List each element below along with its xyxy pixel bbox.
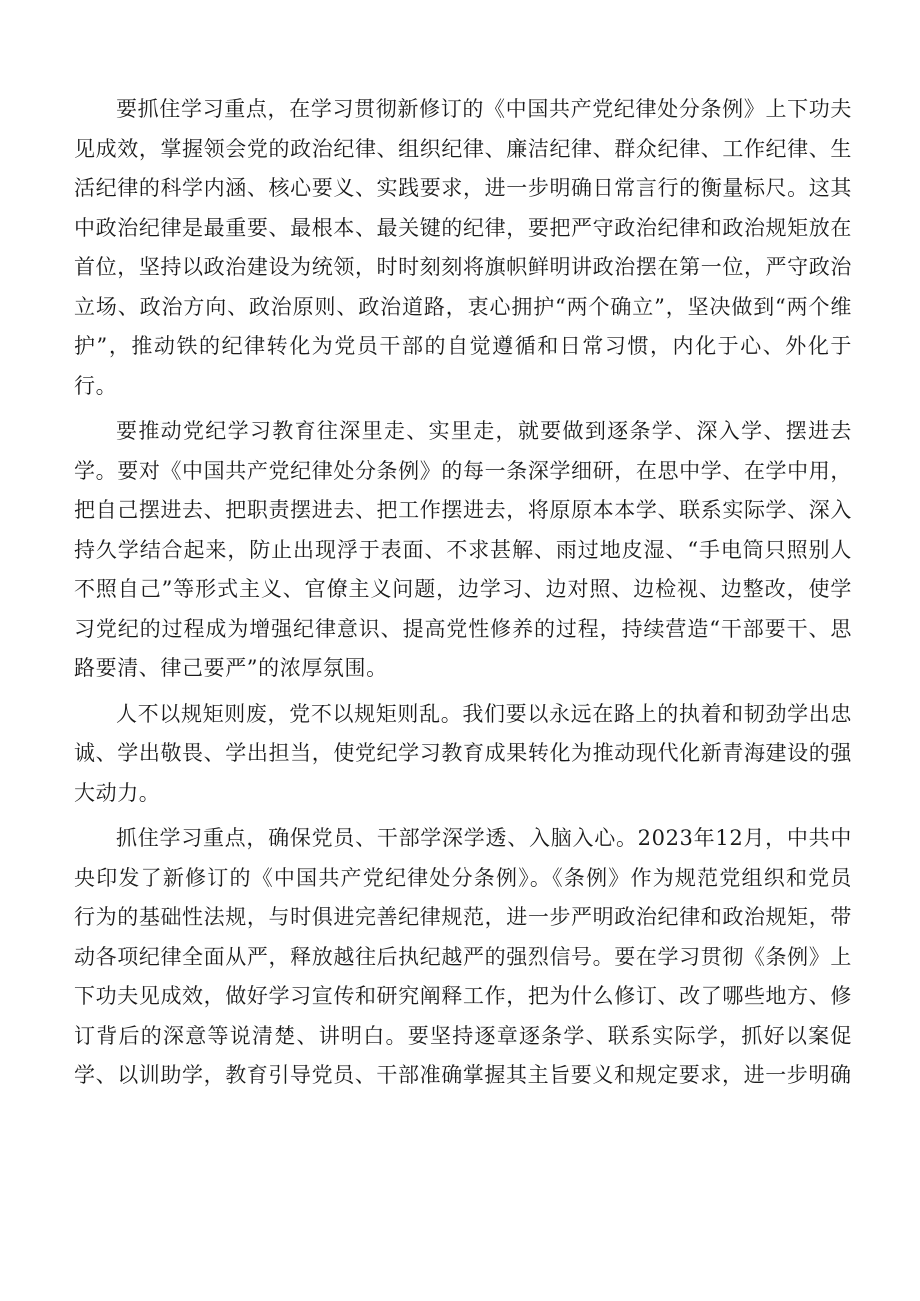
paragraph-2: 要推动党纪学习教育往深里走、实里走，就要做到逐条学、深入学、摆进去学。要对《中国共产党纪律处分条例》的每一条深学细研，在思中学、在学中用，把自己摆进去、把职责摆进去、把工作摆进去，将原原本本学、联系实际学、深入持久学结合起来，防止出现浮于表面、不求甚解、雨过地皮湿、“手电筒只照别人不照自己”等形式主义、官僚主义问题，边学习、边对照、边检视、边整改，使学习党纪的过程成为增强纪律意识、提高党性修养的过程，持续营造“干部要干、思路要清、律己要严”的浓厚氛围。	[74, 419, 852, 680]
paragraph-3: 人不以规矩则废，党不以规矩则乱。我们要以永远在路上的执着和韧劲学出忠诚、学出敬畏、学出担当，使党纪学习教育成果转化为推动现代化新青海建设的强大动力。	[74, 701, 852, 805]
paragraph-4: 抓住学习重点，确保党员、干部学深学透、入脑入心。2023年12月，中共中央印发了新修订的《中国共产党纪律处分条例》。《条例》作为规范党组织和党员行为的基础性法规，与时俱进完善纪律规范，进一步严明政治纪律和政治规矩，带动各项纪律全面从严，释放越往后执纪越严的强烈信号。要在学习贯彻《条例》上下功夫见成效，做好学习宣传和研究阐释工作，把为什么修订、改了哪些地方、修订背后的深意等说清楚、讲明白。要坚持逐章逐条学、联系实际学，抓好以案促学、以训助学，教育引导党员、干部准确掌握其主旨要义和规定要求，进一步明确	[74, 826, 852, 1087]
paragraph-1: 要抓住学习重点，在学习贯彻新修订的《中国共产党纪律处分条例》上下功夫见成效，掌握领会党的政治纪律、组织纪律、廉洁纪律、群众纪律、工作纪律、生活纪律的科学内涵、核心要义、实践要求，进一步明确日常言行的衡量标尺。这其中政治纪律是最重要、最根本、最关键的纪律，要把严守政治纪律和政治规矩放在首位，坚持以政治建设为统领，时时刻刻将旗帜鲜明讲政治摆在第一位，严守政治立场、政治方向、政治原则、政治道路，衷心拥护“两个确立”，坚决做到“两个维护”，推动铁的纪律转化为党员干部的自觉遵循和日常习惯，内化于心、外化于行。	[74, 97, 852, 398]
document-body	[74, 90, 852, 1102]
